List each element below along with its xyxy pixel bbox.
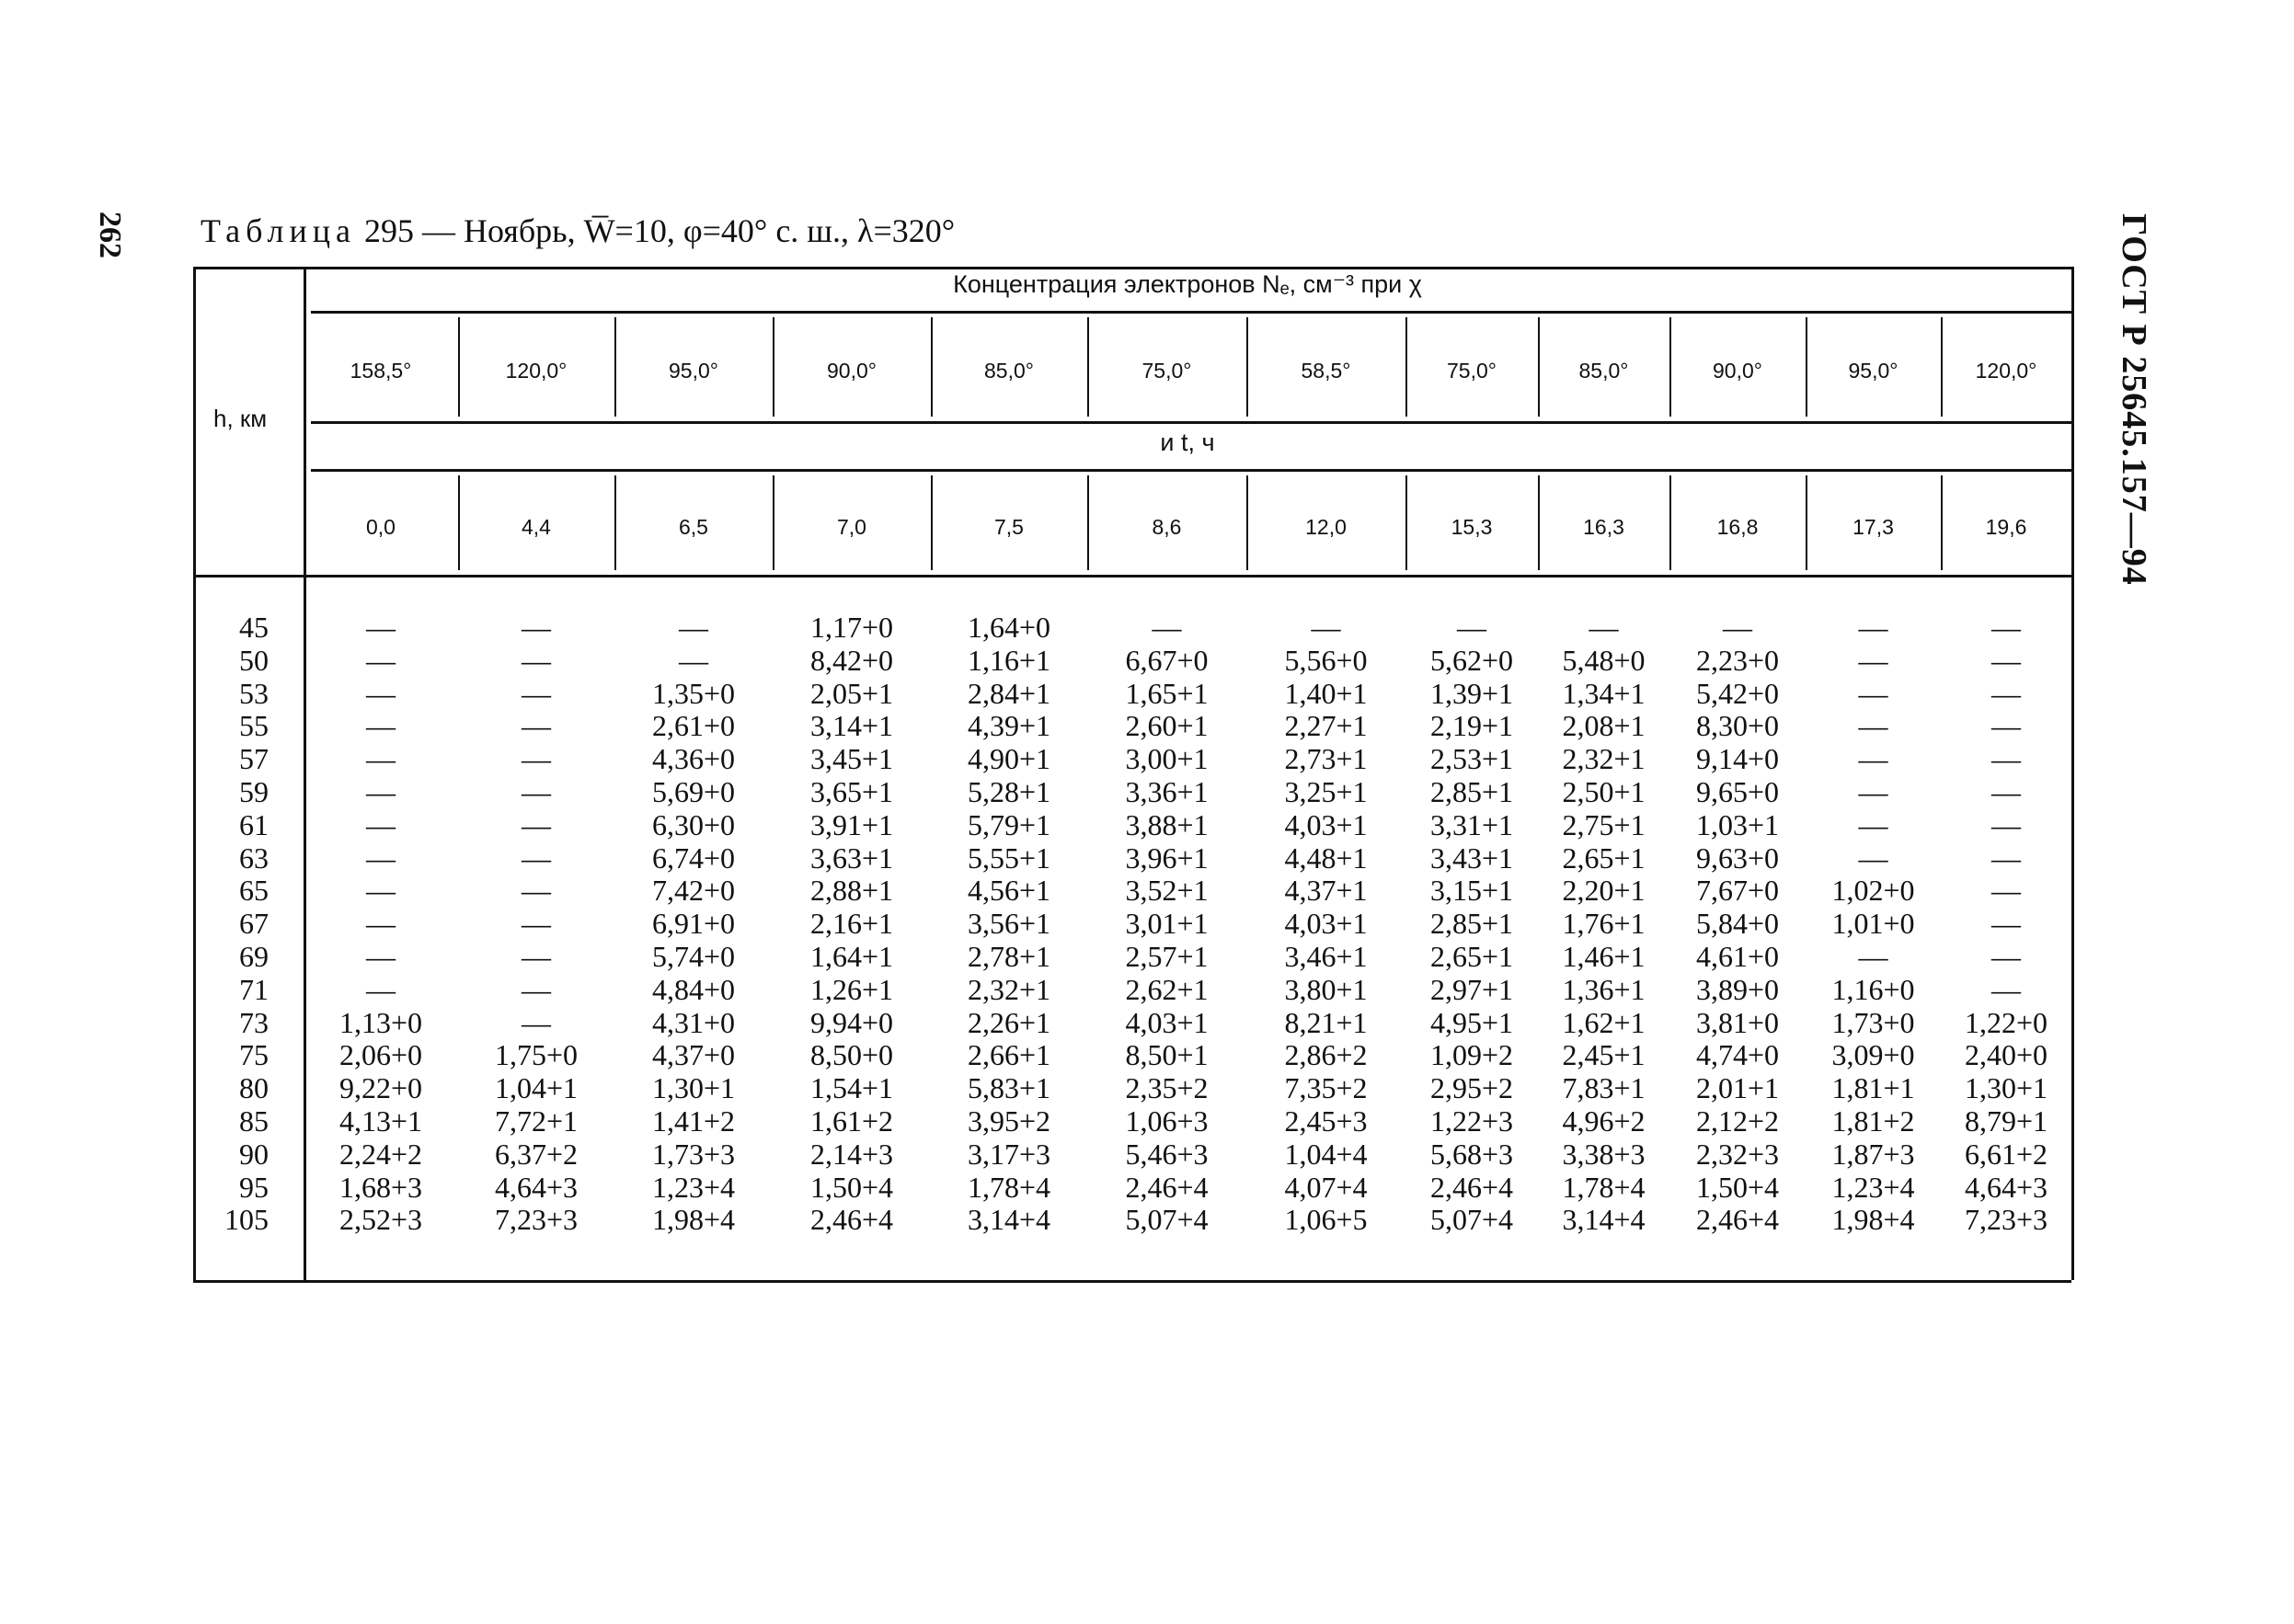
table-cell: — [1991,940,2021,973]
table-cell: 2,05+1 [809,676,894,710]
table-cell: — [1858,775,1888,808]
table-cell: 4,74+0 [1695,1038,1780,1072]
table-cell: 3,14+1 [809,709,894,743]
table-cell: 1,16+1 [967,643,1051,677]
table-cell: 1,81+2 [1831,1104,1915,1138]
table-cell: 2,66+1 [967,1038,1051,1072]
table-cell: 1,02+0 [1831,874,1915,908]
chi-value: 95,0° [669,359,718,383]
table-cell: 2,46+4 [1429,1170,1514,1204]
table-cell: 1,23+4 [1831,1170,1915,1204]
table-cell: — [366,907,396,941]
table-cell: — [1991,807,2021,841]
table-cell: 2,95+2 [1429,1071,1514,1105]
row-height-value: 73 [239,1005,269,1039]
table-cell: — [1858,841,1888,875]
table-cell: 1,78+4 [967,1170,1051,1204]
table-cell: 9,63+0 [1695,841,1780,875]
table-cell: 4,64+3 [494,1170,579,1204]
table-cell: 4,90+1 [967,742,1051,776]
table-cell: — [1152,611,1182,644]
row-height-value: 75 [239,1038,269,1072]
table-cell: 1,17+0 [809,611,894,644]
table-cell: 3,89+0 [1695,972,1780,1006]
table-cell: 1,30+1 [1964,1071,2048,1105]
table-cell: 5,07+4 [1125,1203,1209,1237]
row-height-value: 61 [239,807,269,841]
row-height-value: 80 [239,1071,269,1105]
table-cell: 2,06+0 [338,1038,423,1072]
table-cell: — [679,643,708,677]
table-cell: 4,03+1 [1284,907,1368,941]
table-cell: 4,37+0 [651,1038,736,1072]
table-cell: 5,42+0 [1695,676,1780,710]
header-rule-2 [311,421,2071,424]
table-cell: — [366,841,396,875]
table-cell: 3,80+1 [1284,972,1368,1006]
table-cell: 6,74+0 [651,841,736,875]
chi-value: 90,0° [827,359,877,383]
table-cell: 2,85+1 [1429,907,1514,941]
table-cell: 4,03+1 [1125,1005,1209,1039]
table-cell: 1,73+3 [651,1137,736,1171]
t-value: 8,6 [1152,515,1182,539]
table-cell: — [522,972,551,1006]
row-height-value: 69 [239,940,269,973]
table-cell: 2,19+1 [1429,709,1514,743]
document-side-label: ГОСТ Р 25645.157—94 [2115,213,2153,586]
table-cell: 5,62+0 [1429,643,1514,677]
table-cell: 6,67+0 [1125,643,1209,677]
table-cell: 1,61+2 [809,1104,894,1138]
table-cell: 3,91+1 [809,807,894,841]
table-cell: — [522,709,551,743]
table-cell: 4,61+0 [1695,940,1780,973]
table-cell: 1,54+1 [809,1071,894,1105]
table-cell: 2,26+1 [967,1005,1051,1039]
t-value: 15,3 [1451,515,1493,539]
row-height-value: 71 [239,972,269,1006]
table-cell: 5,07+4 [1429,1203,1514,1237]
table-cell: 8,79+1 [1964,1104,2048,1138]
table-cell: 1,03+1 [1695,807,1780,841]
table-cell: 3,88+1 [1125,807,1209,841]
row-height-value: 105 [224,1203,269,1237]
row-height-value: 59 [239,775,269,808]
header-rule-3 [311,469,2071,472]
table-cell: 2,35+2 [1125,1071,1209,1105]
table-cell: 7,72+1 [494,1104,579,1138]
table-cell: 1,26+1 [809,972,894,1006]
table-cell: 2,45+3 [1284,1104,1368,1138]
table-cell: 8,50+0 [809,1038,894,1072]
table-cell: 2,32+1 [967,972,1051,1006]
table-cell: 8,30+0 [1695,709,1780,743]
table-cell: 7,67+0 [1695,874,1780,908]
table-cell: 2,60+1 [1125,709,1209,743]
table-cell: — [1991,907,2021,941]
table-cell: 1,39+1 [1429,676,1514,710]
table-cell: 3,46+1 [1284,940,1368,973]
table-cell: 1,65+1 [1125,676,1209,710]
table-cell: 2,46+4 [809,1203,894,1237]
table-cell: 3,45+1 [809,742,894,776]
table-cell: 4,96+2 [1562,1104,1646,1138]
table-cell: 2,75+1 [1562,807,1646,841]
table-cell: — [522,1005,551,1039]
table-cell: 2,65+1 [1429,940,1514,973]
chi-value: 85,0° [1578,359,1629,383]
table-cell: 4,13+1 [338,1104,423,1138]
table-cell: 1,73+0 [1831,1005,1915,1039]
table-cell: — [1991,775,2021,808]
table-cell: 3,81+0 [1695,1005,1780,1039]
table-cell: 7,35+2 [1284,1071,1368,1105]
table-cell: — [522,907,551,941]
table-cell: 2,57+1 [1125,940,1209,973]
t-value: 7,0 [837,515,866,539]
table-cell: — [1589,611,1619,644]
table-cell: 2,62+1 [1125,972,1209,1006]
t-value: 12,0 [1305,515,1347,539]
table-title-text: 295 — Ноябрь, W̅=10, φ=40° с. ш., λ=320° [363,212,956,249]
table-cell: 5,84+0 [1695,907,1780,941]
time-header: и t, ч [1160,429,1215,456]
table-cell: — [1991,676,2021,710]
table-cell: 3,09+0 [1831,1038,1915,1072]
table-cell: 1,98+4 [651,1203,736,1237]
table-cell: 2,40+0 [1964,1038,2048,1072]
chi-value: 75,0° [1141,359,1192,383]
t-value: 4,4 [522,515,551,539]
table-cell: — [1991,742,2021,776]
table-cell: 1,87+3 [1831,1137,1915,1171]
table-cell: — [366,643,396,677]
table-cell: 3,43+1 [1429,841,1514,875]
table-cell: 5,68+3 [1429,1137,1514,1171]
table-cell: 3,31+1 [1429,807,1514,841]
table-cell: 1,16+0 [1831,972,1915,1006]
table-cell: 2,53+1 [1429,742,1514,776]
table-cell: — [366,676,396,710]
row-height-value: 85 [239,1104,269,1138]
table-cell: — [366,807,396,841]
table-cell: 3,25+1 [1284,775,1368,808]
table-cell: 7,83+1 [1562,1071,1646,1105]
table-cell: 2,14+3 [809,1137,894,1171]
table-cell: 4,03+1 [1284,807,1368,841]
table-cell: — [366,709,396,743]
table-cell: — [522,807,551,841]
chi-value: 95,0° [1848,359,1898,383]
chi-value: 58,5° [1301,359,1351,383]
table-cell: — [366,940,396,973]
table-cell: 1,98+4 [1831,1203,1915,1237]
table-cell: 1,78+4 [1562,1170,1646,1204]
table-cell: — [1311,611,1341,644]
table-cell: — [522,940,551,973]
table-cell: 1,36+1 [1562,972,1646,1006]
table-cell: — [1991,643,2021,677]
table-cell: 2,61+0 [651,709,736,743]
table-cell: — [366,972,396,1006]
row-height-value: 50 [239,643,269,677]
table-cell: 3,14+4 [967,1203,1051,1237]
table-cell: 2,32+3 [1695,1137,1780,1171]
table-title-prefix: Таблица [201,212,356,249]
table-cell: 5,48+0 [1562,643,1646,677]
table-cell: 3,38+3 [1562,1137,1646,1171]
table-cell: 1,01+0 [1831,907,1915,941]
table-cell: 1,13+0 [338,1005,423,1039]
table-cell: 2,65+1 [1562,841,1646,875]
table-cell: 1,23+4 [651,1170,736,1204]
table-cell: — [1991,709,2021,743]
table-cell: 9,94+0 [809,1005,894,1039]
table-cell: — [366,742,396,776]
table-cell: 9,14+0 [1695,742,1780,776]
table-cell: — [1858,940,1888,973]
table-cell: 3,96+1 [1125,841,1209,875]
table-cell: 4,36+0 [651,742,736,776]
table-cell: 1,62+1 [1562,1005,1646,1039]
table-cell: 1,22+0 [1964,1005,2048,1039]
table-cell: 1,06+3 [1125,1104,1209,1138]
table-cell: 2,08+1 [1562,709,1646,743]
table-cell: 4,84+0 [651,972,736,1006]
table-cell: — [522,611,551,644]
header-bottom-rule [193,575,2071,578]
table-cell: 2,84+1 [967,676,1051,710]
table-cell: 3,56+1 [967,907,1051,941]
chi-value: 75,0° [1447,359,1497,383]
table-cell: 4,95+1 [1429,1005,1514,1039]
table-cell: 3,15+1 [1429,874,1514,908]
table-cell: 5,56+0 [1284,643,1368,677]
h-column-header: h, км [213,405,268,432]
table-cell: — [1991,972,2021,1006]
table-cell: — [522,742,551,776]
table-cell: 4,37+1 [1284,874,1368,908]
table-cell: 6,37+2 [494,1137,579,1171]
chi-value: 90,0° [1713,359,1762,383]
table-cell: 1,06+5 [1284,1203,1368,1237]
table-cell: — [522,676,551,710]
table-cell: 3,63+1 [809,841,894,875]
row-height-value: 53 [239,676,269,710]
chi-value: 120,0° [505,359,568,383]
table-cell: 1,68+3 [338,1170,423,1204]
table-cell: — [1991,841,2021,875]
table-cell: 3,36+1 [1125,775,1209,808]
t-value: 19,6 [1985,515,2027,539]
table-cell: — [1991,611,2021,644]
table-cell: 1,09+2 [1429,1038,1514,1072]
table-cell: 2,23+0 [1695,643,1780,677]
row-height-value: 55 [239,709,269,743]
table-cell: 2,32+1 [1562,742,1646,776]
table-cell: 8,42+0 [809,643,894,677]
table-cell: 5,55+1 [967,841,1051,875]
table-cell: 4,39+1 [967,709,1051,743]
table-cell: 4,07+4 [1284,1170,1368,1204]
table-cell: 5,69+0 [651,775,736,808]
row-height-value: 45 [239,611,269,644]
table-cell: 2,27+1 [1284,709,1368,743]
t-value: 0,0 [366,515,396,539]
chi-value: 158,5° [350,359,412,383]
header-rule-1 [311,311,2071,314]
table-cell: 2,01+1 [1695,1071,1780,1105]
table-cell: — [1723,611,1752,644]
table-cell: 2,88+1 [809,874,894,908]
table-cell: — [679,611,708,644]
table-cell: 2,16+1 [809,907,894,941]
table-cell: 2,97+1 [1429,972,1514,1006]
t-value: 7,5 [994,515,1024,539]
t-value: 17,3 [1852,515,1894,539]
table-cell: 2,20+1 [1562,874,1646,908]
table-cell: 5,28+1 [967,775,1051,808]
concentration-header: Концентрация электронов Nₑ, см⁻³ при χ [953,270,1422,298]
table-cell: — [522,841,551,875]
table-cell: 9,65+0 [1695,775,1780,808]
table-cell: 2,24+2 [338,1137,423,1171]
t-value: 16,8 [1716,515,1759,539]
table-top-rule [193,267,2071,269]
table-bottom-rule [193,1280,2071,1283]
table-cell: 1,75+0 [494,1038,579,1072]
table-cell: 1,35+0 [651,676,736,710]
table-cell: 3,01+1 [1125,907,1209,941]
table-cell: — [1858,742,1888,776]
table-cell: 3,00+1 [1125,742,1209,776]
table-cell: — [1858,807,1888,841]
table-cell: — [522,775,551,808]
table-cell: 6,91+0 [651,907,736,941]
table-cell: — [522,874,551,908]
table-cell: 2,50+1 [1562,775,1646,808]
table-cell: 2,52+3 [338,1203,423,1237]
table-cell: 1,76+1 [1562,907,1646,941]
table-cell: 7,23+3 [494,1203,579,1237]
table-cell: 2,78+1 [967,940,1051,973]
table-cell: — [1858,676,1888,710]
table-cell: 2,86+2 [1284,1038,1368,1072]
table-cell: — [1858,611,1888,644]
table-cell: 2,45+1 [1562,1038,1646,1072]
table-cell: 5,74+0 [651,940,736,973]
table-cell: — [1858,709,1888,743]
table-cell: 6,61+2 [1964,1137,2048,1171]
table-cell: 3,17+3 [967,1137,1051,1171]
table-cell: 1,46+1 [1562,940,1646,973]
table-cell: 2,85+1 [1429,775,1514,808]
table-cell: — [1457,611,1486,644]
table-cell: — [1991,874,2021,908]
table-cell: 7,23+3 [1964,1203,2048,1237]
table-cell: 4,56+1 [967,874,1051,908]
table-cell: — [1858,643,1888,677]
table-cell: 6,30+0 [651,807,736,841]
row-height-value: 57 [239,742,269,776]
table-cell: 1,64+1 [809,940,894,973]
table-cell: 1,64+0 [967,611,1051,644]
table-cell: 1,04+1 [494,1071,579,1105]
table-cell: 5,46+3 [1125,1137,1209,1171]
row-height-value: 90 [239,1137,269,1171]
row-height-value: 65 [239,874,269,908]
table-cell: 1,40+1 [1284,676,1368,710]
table-cell: 5,79+1 [967,807,1051,841]
table-cell: 2,46+4 [1695,1203,1780,1237]
table-left-border [193,267,196,1280]
table-cell: 3,14+4 [1562,1203,1646,1237]
table-cell: — [366,874,396,908]
t-value: 16,3 [1583,515,1624,539]
table-cell: 3,95+2 [967,1104,1051,1138]
chi-value: 85,0° [984,359,1034,383]
page-number: 262 [93,212,127,258]
row-height-value: 67 [239,907,269,941]
table-cell: — [366,775,396,808]
table-cell: 1,50+4 [809,1170,894,1204]
table-cell: 7,42+0 [651,874,736,908]
t-value: 6,5 [679,515,708,539]
table-cell: — [366,611,396,644]
table-cell: 3,52+1 [1125,874,1209,908]
table-cell: 1,81+1 [1831,1071,1915,1105]
table-cell: 1,22+3 [1429,1104,1514,1138]
table-cell: 8,50+1 [1125,1038,1209,1072]
table-cell: 4,31+0 [651,1005,736,1039]
table-cell: 2,12+2 [1695,1104,1780,1138]
table-cell: — [522,643,551,677]
table-cell: 9,22+0 [338,1071,423,1105]
row-height-value: 63 [239,841,269,875]
table-cell: 1,34+1 [1562,676,1646,710]
table-cell: 3,65+1 [809,775,894,808]
table-cell: 2,73+1 [1284,742,1368,776]
row-height-value: 95 [239,1170,269,1204]
table-cell: 5,83+1 [967,1071,1051,1105]
table-cell: 4,64+3 [1964,1170,2048,1204]
table-cell: 1,30+1 [651,1071,736,1105]
table-cell: 2,46+4 [1125,1170,1209,1204]
table-cell: 8,21+1 [1284,1005,1368,1039]
chi-value: 120,0° [1975,359,2037,383]
table-cell: 1,50+4 [1695,1170,1780,1204]
table-cell: 1,41+2 [651,1104,736,1138]
table-cell: 1,04+4 [1284,1137,1368,1171]
table-cell: 4,48+1 [1284,841,1368,875]
